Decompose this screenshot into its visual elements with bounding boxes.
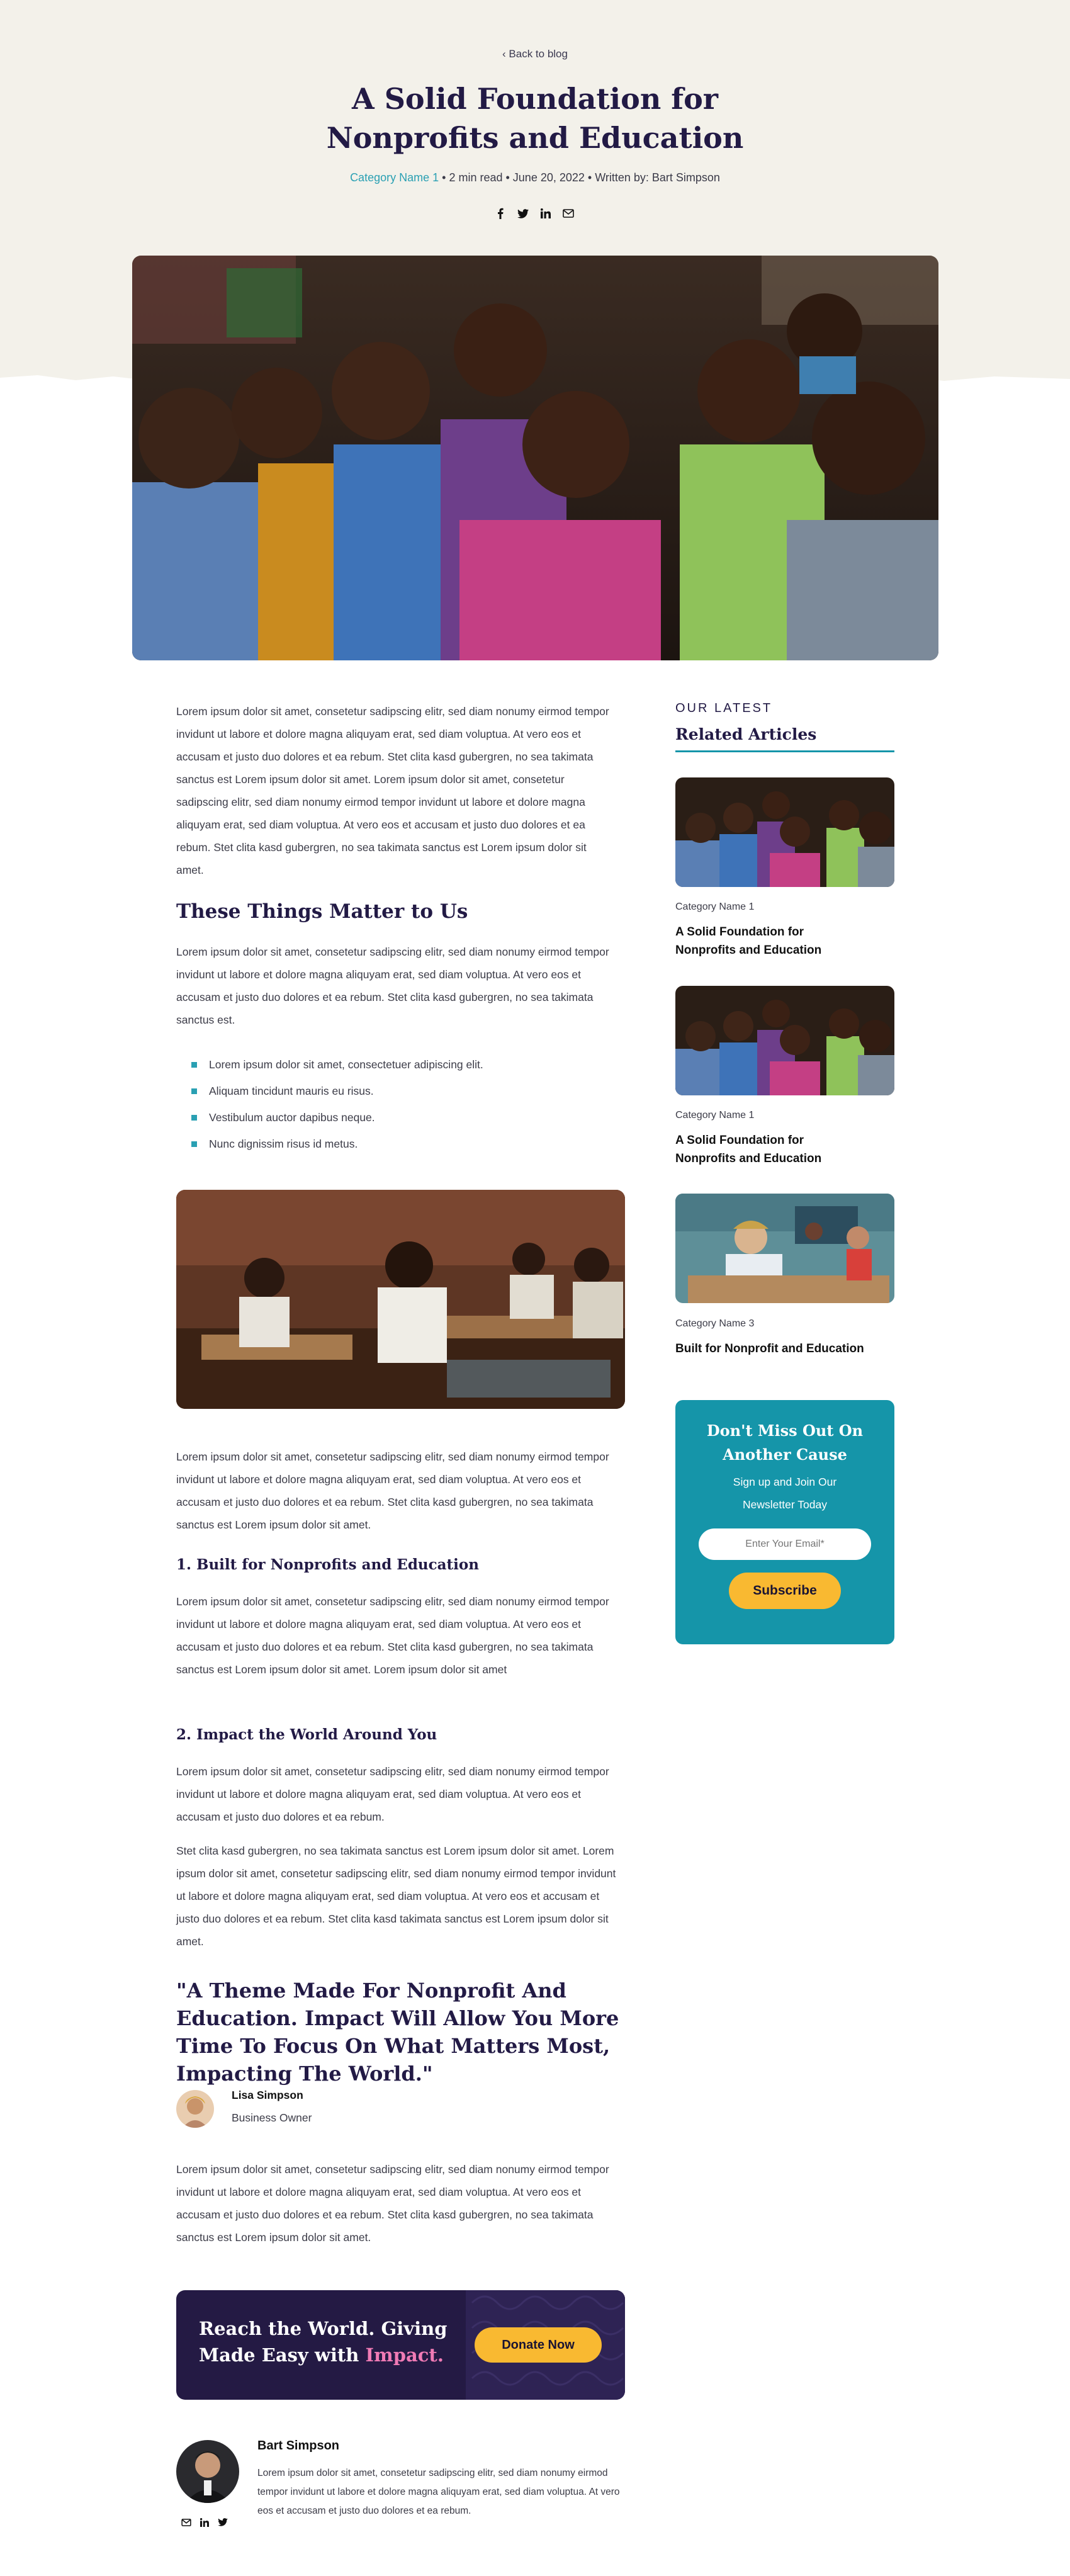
article-paragraph-6: Stet clita kasd gubergren, no sea takimata sanctus est Lorem ipsum dolor sit amet. Lorem ipsum dolor sit amet, consetetur sadipscing elitr, sed diam nonumy eirmod tempor invidunt ut labore et dolore magna aliquyam erat, sed diam voluptua. At vero eos et accusam et justo duo dolores et ea rebum. Stet clita kasd takimata sanctus est Lorem ipsum dolor sit amet. xyxy=(176,1844,616,1948)
email-icon[interactable] xyxy=(563,208,574,219)
donate-now-button[interactable]: Donate Now xyxy=(475,2327,602,2363)
newsletter-title xyxy=(675,1419,894,1467)
article-paragraph-3: Lorem ipsum dolor sit amet, consetetur sadipscing elitr, sed diam nonumy eirmod tempor invidunt ut labore et dolore magna aliquyam erat, sed diam voluptua. At vero eos et accusam et justo duo dolores et ea rebum. Stet clita kasd gubergren, no sea takimata sanctus est Lorem ipsum dolor sit amet. xyxy=(176,1450,609,1531)
post-meta-details: • 2 min read • June 20, 2022 • Written by: Bart Simpson xyxy=(439,171,720,184)
quote-author-name: Lisa Simpson xyxy=(232,2089,303,2101)
post-title-line-2: Nonprofits and Education xyxy=(326,121,744,155)
list-item: Vestibulum auctor dapibus neque. xyxy=(176,1104,625,1131)
newsletter-box xyxy=(675,1400,894,1644)
bullet-list xyxy=(176,1051,625,1157)
post-title xyxy=(0,79,1070,157)
newsletter-title-line-2: Another Cause xyxy=(723,1445,847,1464)
article-paragraph-5: Lorem ipsum dolor sit amet, consetetur sadipscing elitr, sed diam nonumy eirmod tempor invidunt ut labore et dolore magna aliquyam erat, sed diam voluptua. At vero eos et accusam et justo duo dolores et ea rebum. xyxy=(176,1765,609,1823)
pull-quote: "A Theme Made For Nonprofit And Education. Impact Will Allow You More Time To Focus On What Matters Most, Impacting The World." xyxy=(176,1979,619,2086)
list-item: Nunc dignissim risus id metus. xyxy=(176,1131,625,1157)
related-article-image[interactable] xyxy=(675,986,894,1095)
newsletter-subtitle-line-1: Sign up and Join Our xyxy=(733,1476,837,1488)
cta-line-2-prefix: Made Easy with xyxy=(199,2344,366,2366)
sidebar-title-underline xyxy=(675,750,894,752)
related-article-image[interactable] xyxy=(675,1194,894,1303)
related-article-title[interactable]: A Solid Foundation for Nonprofits and Education xyxy=(675,925,822,957)
article-paragraph-1: Lorem ipsum dolor sit amet, consetetur sadipscing elitr, sed diam nonumy eirmod tempor invidunt ut labore et dolore magna aliquyam erat, sed diam voluptua. At vero eos et accusam et justo duo dolores et ea rebum. Stet clita kasd gubergren, no sea takimata sanctus est Lorem ipsum dolor sit amet. Lorem ipsum dolor sit amet, consetetur sadipscing elitr, sed diam nonumy eirmod tempor invidunt ut labore et dolore magna aliquyam erat, sed diam voluptua. At vero eos et accusam et justo duo dolores et ea rebum. Stet clita kasd gubergren, no sea takimata sanctus est Lorem ipsum dolor sit amet. xyxy=(176,705,609,876)
related-article-category[interactable]: Category Name 1 xyxy=(675,901,755,912)
related-article-category[interactable]: Category Name 3 xyxy=(675,1318,755,1329)
article-paragraph-4: Lorem ipsum dolor sit amet, consetetur sadipscing elitr, sed diam nonumy eirmod tempor invidunt ut labore et dolore magna aliquyam erat, sed diam voluptua. At vero eos et accusam et justo duo dolores et ea rebum. Stet clita kasd gubergren, no sea takimata sanctus est Lorem ipsum dolor sit amet. Lorem ipsum dolor sit amet xyxy=(176,1595,609,1676)
twitter-icon[interactable] xyxy=(517,208,529,219)
cta-line-1: Reach the World. Giving xyxy=(199,2318,448,2339)
linkedin-icon[interactable] xyxy=(540,208,551,219)
related-article-category[interactable]: Category Name 1 xyxy=(675,1110,755,1121)
newsletter-subtitle xyxy=(675,1471,894,1516)
sidebar-title: Related Articles xyxy=(675,725,817,743)
section-heading-3: 2. Impact the World Around You xyxy=(176,1726,437,1743)
sidebar-eyebrow: OUR LATEST xyxy=(675,701,773,715)
related-article-title[interactable]: Built for Nonprofit and Education xyxy=(675,1342,864,1355)
share-icons xyxy=(495,208,574,219)
newsletter-title-line-1: Don't Miss Out On xyxy=(706,1421,864,1440)
author-bio: Lorem ipsum dolor sit amet, consetetur sadipscing elitr, sed diam nonumy eirmod tempor invidunt ut labore et dolore magna aliquyam erat, sed diam voluptua. At vero eos et accusam et justo duo dolores et ea rebum. xyxy=(257,2468,620,2516)
newsletter-subtitle-line-2: Newsletter Today xyxy=(743,1498,827,1511)
section-heading-2: 1. Built for Nonprofits and Education xyxy=(176,1556,479,1573)
back-to-blog-link[interactable]: ‹ Back to blog xyxy=(502,48,568,60)
quote-author-avatar xyxy=(176,2090,214,2128)
article-paragraph-7: Lorem ipsum dolor sit amet, consetetur sadipscing elitr, sed diam nonumy eirmod tempor invidunt ut labore et dolore magna aliquyam erat, sed diam voluptua. At vero eos et accusam et justo duo dolores et ea rebum. Stet clita kasd gubergren, no sea takimata sanctus est Lorem ipsum dolor sit amet. xyxy=(176,2163,609,2244)
post-category-link[interactable]: Category Name 1 xyxy=(350,171,439,184)
facebook-icon[interactable] xyxy=(495,208,506,219)
donate-cta-banner xyxy=(176,2290,625,2400)
section-heading-1: These Things Matter to Us xyxy=(176,900,468,923)
cta-headline xyxy=(199,2315,448,2368)
linkedin-icon[interactable] xyxy=(200,2518,209,2530)
hero-image xyxy=(132,256,938,660)
twitter-icon[interactable] xyxy=(218,2518,228,2530)
quote-author-role: Business Owner xyxy=(232,2111,312,2124)
post-title-line-1: A Solid Foundation for xyxy=(352,82,718,116)
subscribe-button[interactable]: Subscribe xyxy=(729,1573,841,1609)
email-icon[interactable] xyxy=(181,2518,191,2530)
author-social-icons xyxy=(181,2518,228,2530)
list-item: Lorem ipsum dolor sit amet, consectetuer adipiscing elit. xyxy=(176,1051,625,1078)
cta-highlight: Impact. xyxy=(365,2344,444,2366)
post-meta xyxy=(0,171,1070,184)
article-paragraph-2: Lorem ipsum dolor sit amet, consetetur sadipscing elitr, sed diam nonumy eirmod tempor invidunt ut labore et dolore magna aliquyam erat, sed diam voluptua. At vero eos et accusam et justo duo dolores et ea rebum. Stet clita kasd gubergren, no sea takimata sanctus est. xyxy=(176,946,609,1026)
classroom-image xyxy=(176,1190,625,1409)
related-article-title[interactable]: A Solid Foundation for Nonprofits and Education xyxy=(675,1134,822,1165)
list-item: Aliquam tincidunt mauris eu risus. xyxy=(176,1078,625,1104)
author-name: Bart Simpson xyxy=(257,2439,340,2453)
author-avatar xyxy=(176,2440,239,2503)
related-article-image[interactable] xyxy=(675,777,894,887)
email-input[interactable] xyxy=(699,1528,871,1560)
